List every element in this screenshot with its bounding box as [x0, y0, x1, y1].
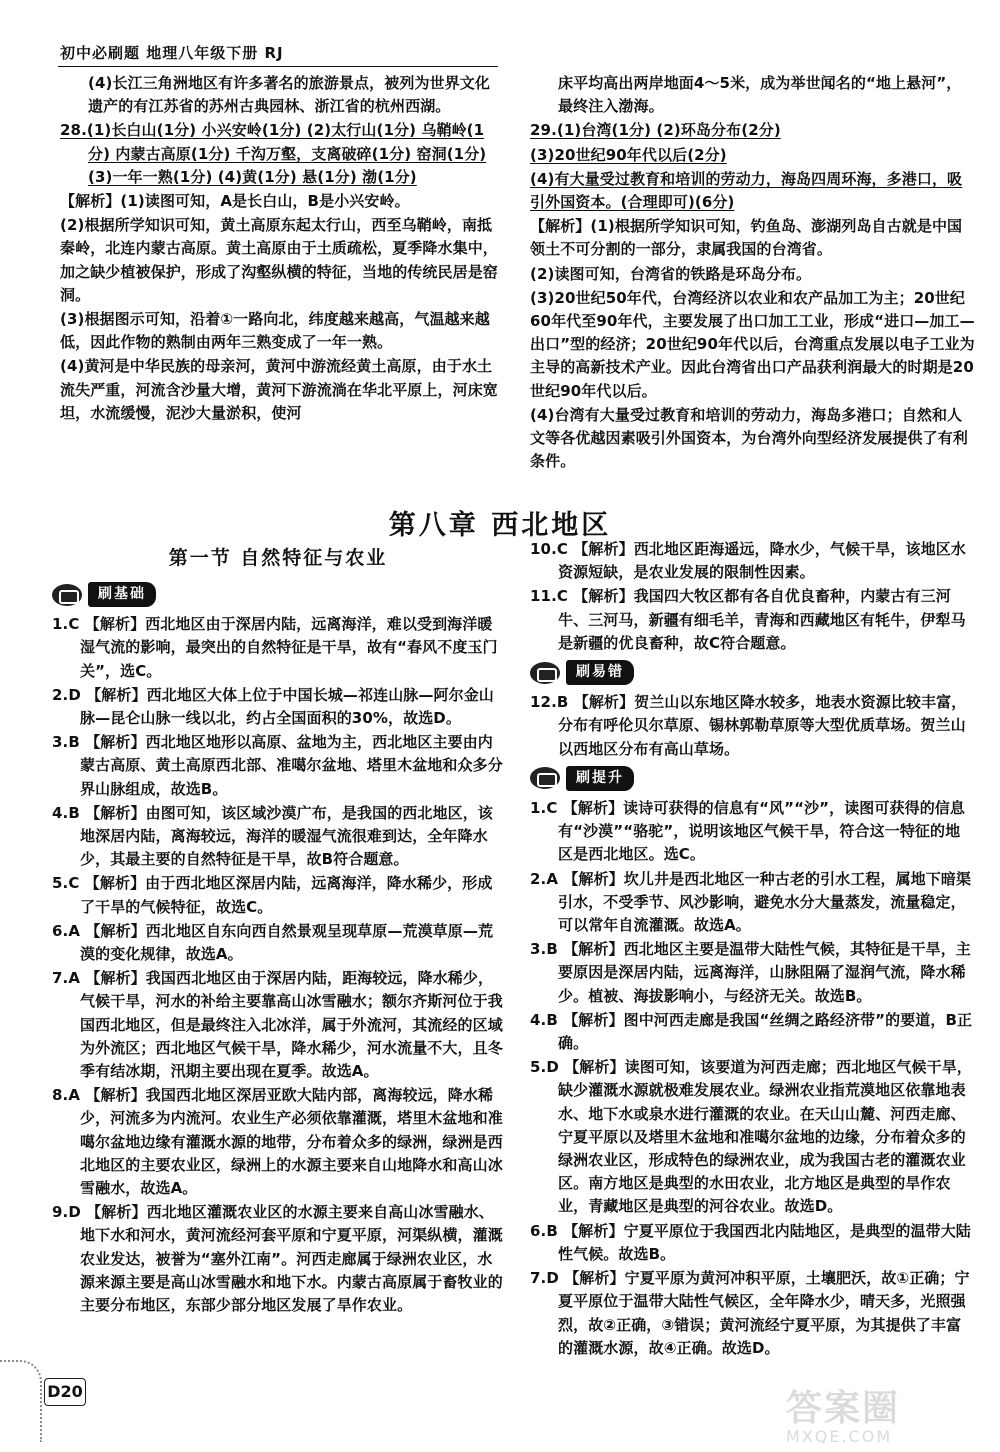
answer-item: 3.B 【解析】西北地区地形以高原、盆地为主，西北地区主要由内蒙古高原、黄土高原西北部、准噶尔盆地、塔里木盆地和众多分界山脉组成，故选B。 [52, 733, 503, 798]
pencil-icon [530, 662, 560, 684]
answer-item: 2.A 【解析】坎儿井是西北地区一种古老的引水工程，属地下暗渠引水，不受季节、风沙影响，避免水分大量蒸发，流量稳定，可以常年自流灌溉。故选A。 [530, 869, 972, 935]
watermark-logo [786, 1380, 976, 1446]
left-top-column [60, 72, 502, 426]
paragraph: (4)台湾有大量受过教育和培训的劳动力，海岛多港口；自然和人文等各优越因素吸引外国资本，为台湾外向型经济发展提供了有利条件。 [530, 405, 968, 471]
watermark-url: MXQE.COM [786, 1427, 893, 1446]
paragraph: (2)根据所学知识可知，黄土高原东起太行山，西至乌鞘岭，南抵秦岭，北连内蒙古高原。黄土高原由于土质疏松，夏季降水集中，加之缺少植被保护，形成了沟壑纵横的特征，当地的传统民居是窑洞。 [60, 216, 498, 304]
right-top-column [530, 72, 975, 474]
paragraph: (3)根据图示可知，沿着①一路向北，纬度越来越高，气温越来越低，因此作物的熟制由两年三熟变成了一年一熟。 [60, 310, 490, 352]
badge-label: 刷基础 [88, 582, 156, 607]
paragraph: 【解析】(1)根据所学知识可知，钓鱼岛、澎湖列岛自古就是中国领土不可分割的一部分，隶属我国的台湾省。 [530, 217, 963, 259]
left-bottom-column [52, 578, 504, 1318]
badge-label: 刷提升 [566, 766, 634, 791]
answer-item: 11.C 【解析】我国四大牧区都有各自优良畜种，内蒙古有三河牛、三河马，新疆有细毛羊，青海和西藏地区有牦牛，伊犁马是新疆的优良畜种，故C符合题意。 [530, 587, 966, 652]
answer-item: 6.B 【解析】宁夏平原位于我国西北内陆地区，是典型的温带大陆性气候。故选B。 [530, 1221, 971, 1263]
answer-item: 8.A 【解析】我国西北地区深居亚欧大陆内部，离海较远，降水稀少，河流多为内流河。农业生产必须依靠灌溉，塔里木盆地和准噶尔盆地边缘有灌溉水源的地带，分布着众多的绿洲，绿洲是西北地区的主要农业区，绿洲上的水源主要来自山地降水和高山冰雪融水，故选A。 [52, 1086, 503, 1198]
header-title: 初中必刷题 地理八年级下册 RJ [60, 44, 284, 62]
paragraph: (2)读图可知，台湾省的铁路是环岛分布。 [530, 264, 812, 283]
badge-mistake [530, 660, 634, 685]
paragraph: (3)20世纪50年代，台湾经济以农业和农产品加工为主；20世纪60年代至90年代，主要发展了出口加工工业，形成“进口—加工—出口”型的经济；20世纪90年代以后，台湾重点发展以电子工业为主导的高新技术产业。因此台湾省出口产品获利润最大的时期是20世纪90年代以后。 [530, 288, 975, 400]
badge-improve [530, 766, 634, 791]
watermark-text: 答案圈 [786, 1388, 901, 1429]
answer-item: 7.D 【解析】宁夏平原为黄河冲积平原，土壤肥沃，故①正确；宁夏平原位于温带大陆性气候区，全年降水少，晴天多，光照强烈，故②正确，③错误；黄河流经宁夏平原，为其提供了丰富的灌溉水源，故④正确。故选D。 [530, 1269, 970, 1357]
answer-item: 10.C 【解析】西北地区距海遥远，降水少，气候干旱，该地区水资源短缺，是农业发展的限制性因素。 [530, 540, 966, 582]
paragraph: 【解析】(1)读图可知，A是长白山，B是小兴安岭。 [60, 192, 410, 211]
answer-item: 9.D 【解析】西北地区灌溉农业区的水源主要来自高山冰雪融水、地下水和河水，黄河流经河套平原和宁夏平原，河渠纵横，灌溉农业发达，被誉为“塞外江南”。河西走廊属于绿洲农业区，水源来源主要是高山冰雪融水和地下水。内蒙古高原属于畜牧业的主要分布地区，东部少部分地区发展了旱作农业。 [52, 1203, 503, 1315]
answer-item: 2.D 【解析】西北地区大体上位于中国长城—祁连山脉—阿尔金山脉—昆仑山脉一线以北，约占全国面积的30%，故选D。 [52, 685, 494, 728]
answer-item: 4.B 【解析】图中河西走廊是我国“丝绸之路经济带”的要道，B正确。 [530, 1010, 973, 1053]
answer-item: 4.B 【解析】由图可知，该区域沙漠广布，是我国的西北地区，该地深居内陆，离海较远，海洋的暖湿气流很难到达，全年降水少，其最主要的自然特征是干旱，故B符合题意。 [52, 803, 493, 869]
page-number: D20 [44, 1378, 86, 1406]
badge-label: 刷易错 [566, 660, 634, 685]
badge-basic [52, 582, 156, 607]
answer-item: 1.C 【解析】读诗可获得的信息有“风”“沙”，读图可获得的信息有“沙漠”“骆驼”，说明该地区气候干旱，符合这一特征的地区是西北地区。选C。 [530, 799, 966, 864]
answer-29-4: (4)有大量受过教育和培训的劳动力，海岛四周环海，多港口，吸引外国资本。(合理即可)(6分) [530, 169, 963, 212]
answer-29-1: 29.(1)台湾(1分) (2)环岛分布(2分) [530, 121, 781, 140]
answer-item: 7.A 【解析】我国西北地区由于深居内陆，距海较远，降水稀少，气候干旱，河水的补给主要靠高山冰雪融水；额尔齐斯河位于我国西北地区，但是最终注入北冰洋，属于外流河，其流经的区域为外流区；西北地区气候干旱，降水稀少，河水流量不大，且冬季有结冰期，汛期主要出现在夏季。故选A。 [52, 969, 503, 1081]
answer-29-3: (3)20世纪90年代以后(2分) [530, 145, 727, 164]
right-bottom-column [530, 538, 975, 1361]
answer-item: 5.D 【解析】读图可知，该要道为河西走廊；西北地区气候干旱，缺少灌溉水源就极难发展农业。绿洲农业指荒漠地区依靠地表水、地下水或泉水进行灌溉的农业。在天山山麓、河西走廊、宁夏平原以及塔里木盆地和准噶尔盆地的边缘，分布着众多的绿洲农业区，形成特色的绿洲农业，成为我国古老的灌溉农业区。南方地区是典型的水田农业，北方地区是典型的旱作农业，青藏地区是典型的河谷农业。故选D。 [530, 1058, 972, 1216]
answer-item: 5.C 【解析】由于西北地区深居内陆，远离海洋，降水稀少，形成了干旱的气候特征，故选C。 [52, 874, 493, 916]
paragraph: (4)黄河是中华民族的母亲河，黄河中游流经黄土高原，由于水土流失严重，河流含沙量大增，黄河下游流淌在华北平原上，河床宽坦，水流缓慢，泥沙大量淤积，使河 [60, 357, 498, 422]
answer-item: 12.B 【解析】贺兰山以东地区降水较多，地表水资源比较丰富，分布有呼伦贝尔草原、锡林郭勒草原等大型优质草场。贺兰山以西地区分布有高山草场。 [530, 693, 967, 758]
paragraph: (4)长江三角洲地区有许多著名的旅游景点，被列为世界文化遗产的有江苏省的苏州古典园林、浙江省的杭州西湖。 [88, 74, 490, 116]
page-header [58, 40, 498, 67]
answer-28: 28.(1)长白山(1分) 小兴安岭(1分) (2)太行山(1分) 乌鞘岭(1分) 内蒙古高原(1分) 千沟万壑，支离破碎(1分) 窑洞(1分) (3)一年一熟(1分) (4)黄(1分) 悬(1分) 渤(1分) [60, 121, 487, 186]
chapter-title: 第八章 西北地区 [388, 510, 612, 541]
corner-decoration [0, 1360, 42, 1442]
paragraph: 床平均高出两岸地面4～5米，成为举世闻名的“地上悬河”，最终注入渤海。 [558, 74, 962, 116]
pencil-icon [52, 584, 82, 606]
answer-item: 1.C 【解析】西北地区由于深居内陆，远离海洋，难以受到海洋暖湿气流的影响，最突出的自然特征是干旱，故有“春风不度玉门关”，选C。 [52, 615, 498, 680]
pencil-icon [530, 767, 560, 789]
section-title: 第一节 自然特征与农业 [168, 547, 388, 569]
answer-item: 3.B 【解析】西北地区主要是温带大陆性气候，其特征是干旱，主要原因是深居内陆，远离海洋，山脉阻隔了湿润气流，降水稀少。植被、海拔影响小，与经济无关。故选B。 [530, 940, 971, 1005]
answer-item: 6.A 【解析】西北地区自东向西自然景观呈现草原—荒漠草原—荒漠的变化规律，故选A。 [52, 921, 494, 964]
